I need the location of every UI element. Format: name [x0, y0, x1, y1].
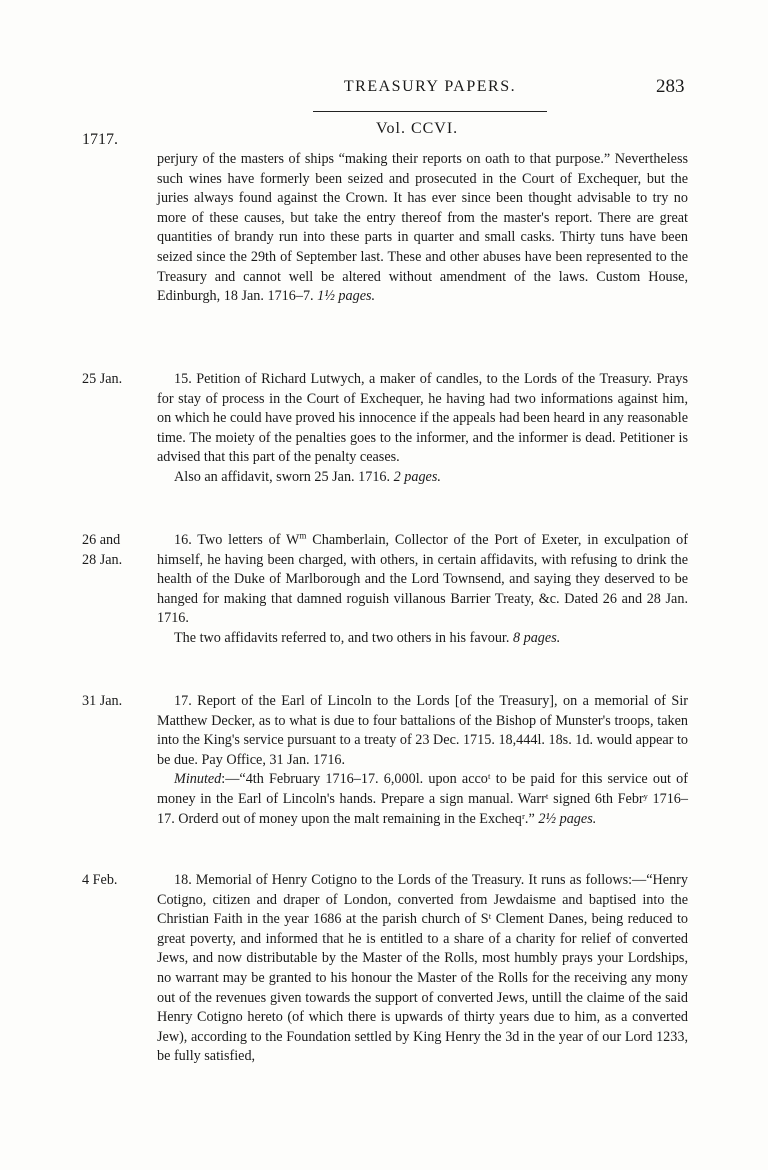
entry-date: 25 Jan.: [82, 371, 123, 387]
entry-text: 16. Two letters of W: [174, 532, 300, 548]
page-number: 283: [656, 76, 685, 97]
entry-text: 18. Memorial of Henry Cotigno to the Lords of the Treasury. It runs as follows:—“Henry Cotigno, citizen and draper of London, converted from Jewdaisme and baptised into the Christian Faith in the year 1686 at the parish church of Sᵗ Clement Danes, being reduced to great poverty, and informed that he is entitled to a share of a charity for relief of converted Jews, and now distributable by the Master of the Rolls, most humbly prays your Lordships, no warrant may be granted to his honour the Master of the Rolls for the receiving any mony out of the revenues given towards the support of converted Jews, untill the claime of the said Henry Cotigno hereto (of which there is upwards of thirty years due to him, as a converted Jew), according to the Foundation settled by King Henry the 3d in the year of our Lord 1233, be fully satisfied,: [157, 872, 688, 1065]
entry-text: Chamberlain, Collector of the Port of Exeter, in exculpation of himself, he having been charged, with others, in certain affidavits, with refusing to drink the health of the Duke of Marlborough and the Lord Townsend, and saying they deserved to be hanged for making that damned roguish villanous Barrier Treaty, &c. Dated 26 and 28 Jan. 1716.: [157, 532, 688, 627]
pages-count: 2 pages.: [393, 468, 441, 485]
running-title: TREASURY PAPERS.: [343, 78, 517, 95]
year-label: 1717.: [82, 131, 118, 148]
minuted-text: :—“4th February 1716–17. 6,000l. upon accoᵗ to be paid for this service out of money in the Earl of Lincoln's hands. Prepare a sign manual. Warrᵗ signed 6th Febrʸ 1716–17. Orderd out of money upon the malt remaining in the Excheqʳ.”: [157, 771, 688, 827]
minuted-label: Minuted: [174, 771, 222, 788]
entry-date: 31 Jan.: [82, 693, 123, 709]
entry-date-line: 28 Jan.: [82, 551, 123, 568]
volume-label: Vol. CCVI.: [376, 120, 459, 137]
entry-text: perjury of the masters of ships “making their reports on oath to that purpose.” Nevertheless such wines have formerly been seized and prosecuted in the Court of Exchequer, but the juries always found against the Crown. It has ever since been thought advisable to try no more of these causes, but take the entry thereof from the master's report. There are great quantities of brandy run into these parts in quarter and small casks. Thirty tuns have been seized since the 29th of September last. These and other abuses have been represented to the Treasury and cannot well be altered without amendment of the laws. Custom House, Edinburgh, 18 Jan. 1716–7.: [157, 151, 688, 305]
superscript: m: [299, 530, 307, 541]
pages-count: 8 pages.: [512, 629, 561, 646]
pages-count: 1½ pages.: [317, 288, 376, 305]
header-rule: [313, 111, 547, 112]
entry-date: 4 Feb.: [82, 872, 118, 888]
entry-date-line: 26 and: [82, 532, 121, 548]
entry-extra: Also an affidavit, sworn 25 Jan. 1716.: [174, 468, 391, 485]
pages-count: 2½ pages.: [538, 810, 597, 827]
entry-extra: The two affidavits referred to, and two others in his favour.: [174, 629, 510, 646]
entry-date: [82, 531, 157, 570]
entry-text: 15. Petition of Richard Lutwych, a maker of candles, to the Lords of the Treasury. Prays for stay of process in the Court of Exchequer, he having had two informations against him, on which he could have proved his innocence if the appeals had been heard in any reasonable time. The moiety of the penalties goes to the informer, and the informer is dead. Petitioner is advised that this part of the penalty ceases.: [157, 371, 688, 466]
entry-text: 17. Report of the Earl of Lincoln to the Lords [of the Treasury], on a memorial of Sir Matthew Decker, as to what is due to four battalions of the Bishop of Munster's troops, taken into the King's service pursuant to a treaty of 23 Dec. 1715. 18,444l. 18s. 1d. would appear to be due. Pay Office, 31 Jan. 1716.: [157, 693, 688, 768]
